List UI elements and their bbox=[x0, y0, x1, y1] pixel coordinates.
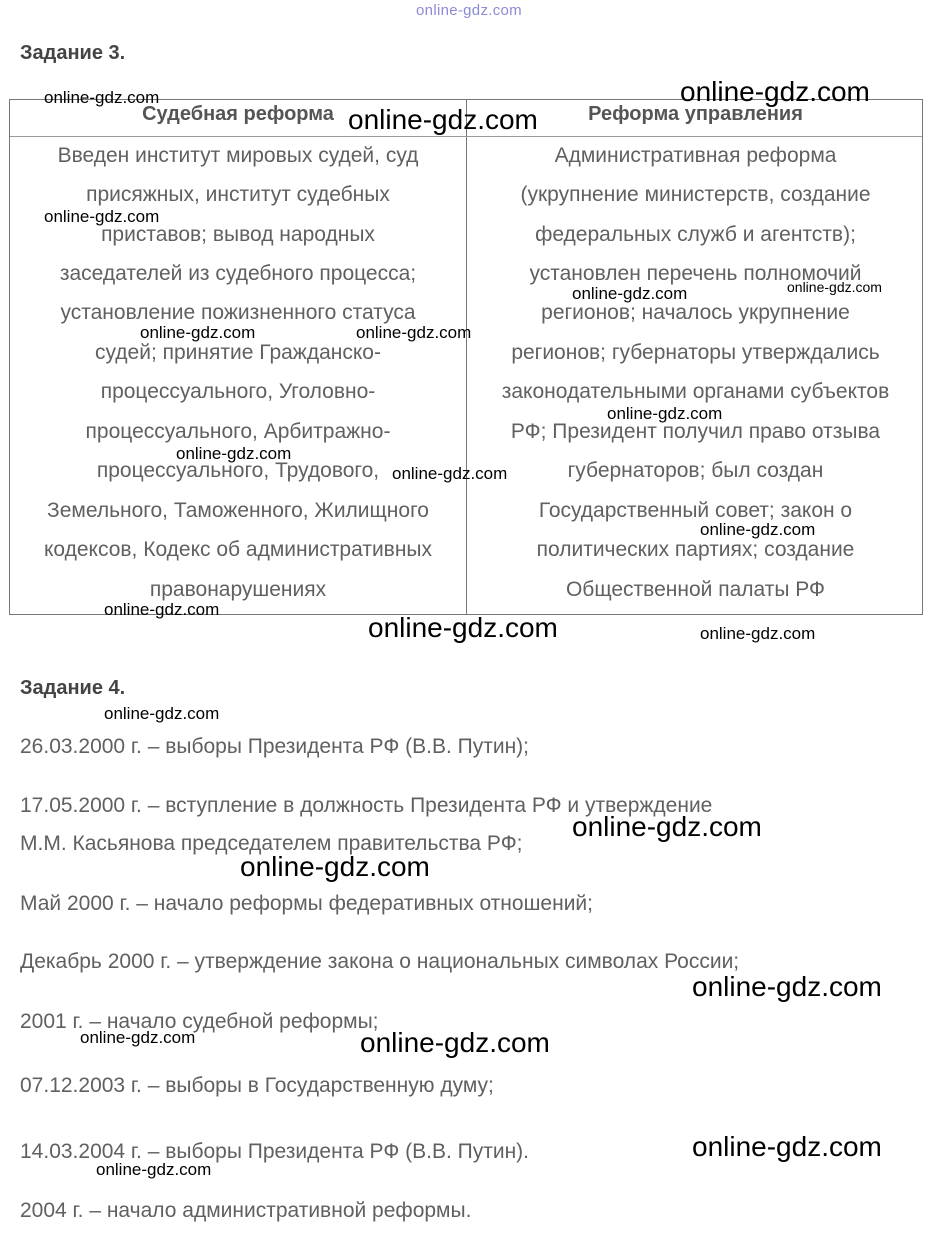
timeline-event: 2004 г. – начало административной реформы. bbox=[20, 1199, 472, 1222]
judicial-reform-line: процессуального, Арбитражно- bbox=[85, 420, 391, 443]
timeline-event: 26.03.2000 г. – выборы Президента РФ (В.В. Путин); bbox=[20, 735, 530, 758]
administration-reform-line: РФ; Президент получил право отзыва bbox=[510, 420, 881, 443]
watermark: online-gdz.com bbox=[104, 600, 220, 619]
watermark: online-gdz.com bbox=[356, 323, 472, 342]
administration-reform-line: губернаторов; был создан bbox=[567, 459, 824, 482]
judicial-reform-line: Земельного, Таможенного, Жилищного bbox=[47, 499, 429, 522]
judicial-reform-line: присяжных, институт судебных bbox=[86, 183, 390, 206]
judicial-reform-line: заседателей из судебного процесса; bbox=[59, 262, 417, 285]
timeline-event: Май 2000 г. – начало реформы федеративных отношений; bbox=[20, 892, 593, 915]
timeline-event: 07.12.2003 г. – выборы в Государственную думу; bbox=[20, 1074, 494, 1097]
column-header-administration-reform: Реформа управления bbox=[588, 103, 803, 125]
watermark: online-gdz.com bbox=[96, 1160, 212, 1179]
timeline-event: Декабрь 2000 г. – утверждение закона о национальных символах России; bbox=[20, 950, 740, 973]
site-watermark-top: online-gdz.com bbox=[416, 2, 522, 19]
watermark: online-gdz.com bbox=[392, 464, 508, 483]
table-header-divider bbox=[10, 136, 922, 137]
watermark: online-gdz.com bbox=[44, 88, 160, 107]
judicial-reform-line: правонарушениях bbox=[149, 578, 327, 601]
watermark: online-gdz.com bbox=[368, 612, 558, 643]
watermark: online-gdz.com bbox=[44, 207, 160, 226]
task-4-heading: Задание 4. bbox=[20, 677, 126, 699]
watermark: online-gdz.com bbox=[348, 104, 538, 135]
watermark: online-gdz.com bbox=[140, 323, 256, 342]
administration-reform-line: регионов; губернаторы утверждались bbox=[511, 341, 880, 364]
watermark: online-gdz.com bbox=[607, 404, 723, 423]
timeline-event: 14.03.2004 г. – выборы Президента РФ (В.В. Путин). bbox=[20, 1140, 530, 1163]
watermark: online-gdz.com bbox=[692, 971, 882, 1002]
administration-reform-line: Общественной палаты РФ bbox=[565, 578, 826, 601]
watermark: online-gdz.com bbox=[680, 76, 870, 107]
watermark: online-gdz.com bbox=[176, 444, 292, 463]
watermark: online-gdz.com bbox=[700, 520, 816, 539]
watermark: online-gdz.com bbox=[787, 279, 882, 295]
administration-reform-line: Административная реформа bbox=[554, 144, 837, 167]
administration-reform-line: федеральных служб и агентств); bbox=[535, 223, 856, 246]
judicial-reform-line: кодексов, Кодекс об административных bbox=[43, 538, 433, 561]
administration-reform-line: Государственный совет; закон о bbox=[538, 499, 853, 522]
watermark: online-gdz.com bbox=[572, 284, 688, 303]
column-header-judicial-reform: Судебная реформа bbox=[142, 103, 334, 125]
watermark: online-gdz.com bbox=[360, 1027, 550, 1058]
administration-reform-line: установлен перечень полномочий bbox=[529, 262, 862, 285]
watermark: online-gdz.com bbox=[700, 624, 816, 643]
administration-reform-line: законодательными органами субъектов bbox=[501, 380, 890, 403]
watermark: online-gdz.com bbox=[104, 704, 220, 723]
timeline-event: 17.05.2000 г. – вступление в должность Президента РФ и утверждение bbox=[20, 794, 713, 817]
task-3-heading: Задание 3. bbox=[20, 42, 126, 64]
watermark: online-gdz.com bbox=[240, 851, 430, 882]
judicial-reform-line: судей; принятие Гражданско- bbox=[95, 341, 381, 364]
timeline-event: М.М. Касьянова председателем правительства РФ; bbox=[20, 832, 523, 855]
judicial-reform-line: приставов; вывод народных bbox=[101, 223, 375, 246]
timeline-event: 2001 г. – начало судебной реформы; bbox=[20, 1010, 379, 1033]
judicial-reform-line: процессуального, Трудового, bbox=[96, 459, 380, 482]
administration-reform-line: регионов; началось укрупнение bbox=[541, 301, 850, 324]
judicial-reform-line: установление пожизненного статуса bbox=[60, 301, 416, 324]
administration-reform-line: (укрупнение министерств, создание bbox=[520, 183, 871, 206]
judicial-reform-line: Введен институт мировых судей, суд bbox=[57, 144, 419, 167]
administration-reform-line: политических партиях; создание bbox=[536, 538, 855, 561]
watermark: online-gdz.com bbox=[572, 811, 762, 842]
watermark: online-gdz.com bbox=[80, 1028, 196, 1047]
judicial-reform-line: процессуального, Уголовно- bbox=[100, 380, 376, 403]
watermark: online-gdz.com bbox=[692, 1131, 882, 1162]
